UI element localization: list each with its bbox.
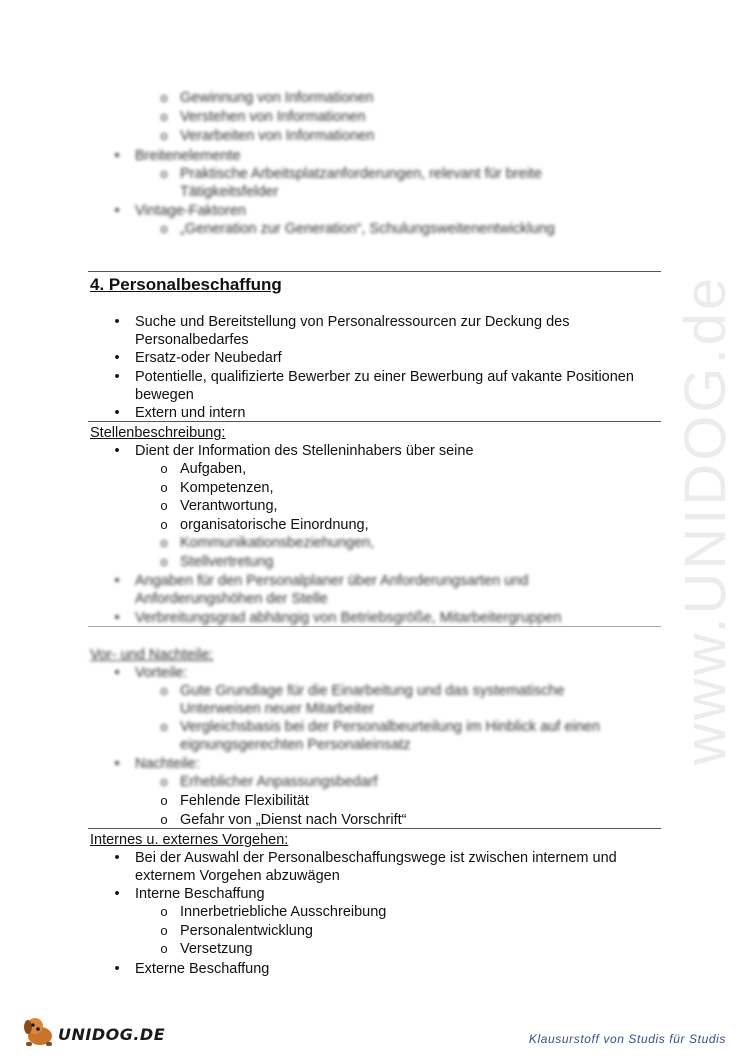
bullet-marker: • [114,850,120,866]
bullet-marker: • [114,886,120,902]
circle-marker: o [160,923,168,938]
list-item-continued: Unterweisen neuer Mitarbeiter [180,701,375,717]
divider [88,421,661,422]
divider [88,271,661,272]
list-item: Breitenelemente [135,148,241,164]
bullet-marker: • [114,405,120,421]
circle-marker: o [160,535,168,550]
bullet-marker: • [114,573,120,589]
divider [88,828,661,829]
circle-marker: o [160,683,168,698]
list-item: Versetzung [180,941,253,957]
list-item: Stellvertretung [180,554,274,570]
list-item: Extern und intern [135,405,246,421]
bullet-marker: • [114,148,120,164]
list-item: Vergleichsbasis bei der Personalbeurteilung im Hinblick auf einen [180,719,600,735]
list-item: organisatorische Einordnung, [180,517,369,533]
list-item: Innerbetriebliche Ausschreibung [180,904,387,920]
list-item: Suche und Bereitstellung von Personalressourcen zur Deckung des [135,314,570,330]
circle-marker: o [160,554,168,569]
footer-tagline: Klausurstoff von Studis für Studis [528,1032,726,1046]
list-item: Kompetenzen, [180,480,274,496]
list-item: Gefahr von „Dienst nach Vorschrift“ [180,812,407,828]
circle-marker: o [160,793,168,808]
section-heading: 4. Personalbeschaffung [90,275,282,294]
circle-marker: o [160,774,168,789]
dog-logo-icon [22,1014,58,1048]
list-item: Interne Beschaffung [135,886,265,902]
list-item-continued: eignungsgerechten Personaleinsatz [180,737,411,753]
circle-marker: o [160,941,168,956]
list-item: Gewinnung von Informationen [180,90,374,106]
list-item: Aufgaben, [180,461,247,477]
list-item: Verstehen von Informationen [180,109,366,125]
circle-marker: o [160,90,168,105]
list-item-continued: externem Vorgehen abzuwägen [135,868,340,884]
list-item: Bei der Auswahl der Personalbeschaffungswege ist zwischen internem und [135,850,617,866]
watermark: www.UNIDOG.de [673,274,738,766]
list-item-continued: Anforderungshöhen der Stelle [135,591,328,607]
list-item: Ersatz-oder Neubedarf [135,350,282,366]
list-item: Personalentwicklung [180,923,313,939]
list-item: Nachteile: [135,756,200,772]
bullet-marker: • [114,203,120,219]
list-item: Gute Grundlage für die Einarbeitung und das systematische [180,683,565,699]
list-item: Potentielle, qualifizierte Bewerber zu einer Bewerbung auf vakante Positionen [135,369,634,385]
bullet-marker: • [114,443,120,459]
list-item-continued: bewegen [135,387,194,403]
divider [88,626,661,627]
list-item: Externe Beschaffung [135,961,270,977]
list-item: Angaben für den Personalplaner über Anforderungsarten und [135,573,529,589]
circle-marker: o [160,517,168,532]
circle-marker: o [160,461,168,476]
list-item: Praktische Arbeitsplatzanforderungen, relevant für breite [180,166,542,182]
circle-marker: o [160,480,168,495]
circle-marker: o [160,904,168,919]
list-item: „Generation zur Generation“, Schulungsweitenentwicklung [180,221,555,237]
circle-marker: o [160,221,168,236]
bullet-marker: • [114,961,120,977]
circle-marker: o [160,812,168,827]
subsection-title: Internes u. externes Vorgehen: [90,832,289,848]
bullet-marker: • [114,350,120,366]
circle-marker: o [160,128,168,143]
bullet-marker: • [114,314,120,330]
circle-marker: o [160,109,168,124]
circle-marker: o [160,498,168,513]
circle-marker: o [160,719,168,734]
subsection-title: Vor- und Nachteile: [90,647,214,663]
list-item: Fehlende Flexibilität [180,793,309,809]
circle-marker: o [160,166,168,181]
list-item: Vintage-Faktoren [135,203,246,219]
list-item-continued: Tätigkeitsfelder [180,184,279,200]
list-item: Verarbeiten von Informationen [180,128,375,144]
list-item: Verantwortung, [180,498,278,514]
list-item: Erheblicher Anpassungsbedarf [180,774,378,790]
list-item: Vorteile: [135,665,188,681]
list-item: Kommunikationsbeziehungen, [180,535,375,551]
bullet-marker: • [114,369,120,385]
bullet-marker: • [114,665,120,681]
list-item: Verbreitungsgrad abhängig von Betriebsgröße, Mitarbeitergruppen [135,610,562,626]
list-item-continued: Personalbedarfes [135,332,249,348]
bullet-marker: • [114,756,120,772]
footer-logo: UNIDOG.DE [58,1025,166,1044]
bullet-marker: • [114,610,120,626]
subsection-title: Stellenbeschreibung: [90,425,226,441]
list-item: Dient der Information des Stelleninhabers über seine [135,443,474,459]
